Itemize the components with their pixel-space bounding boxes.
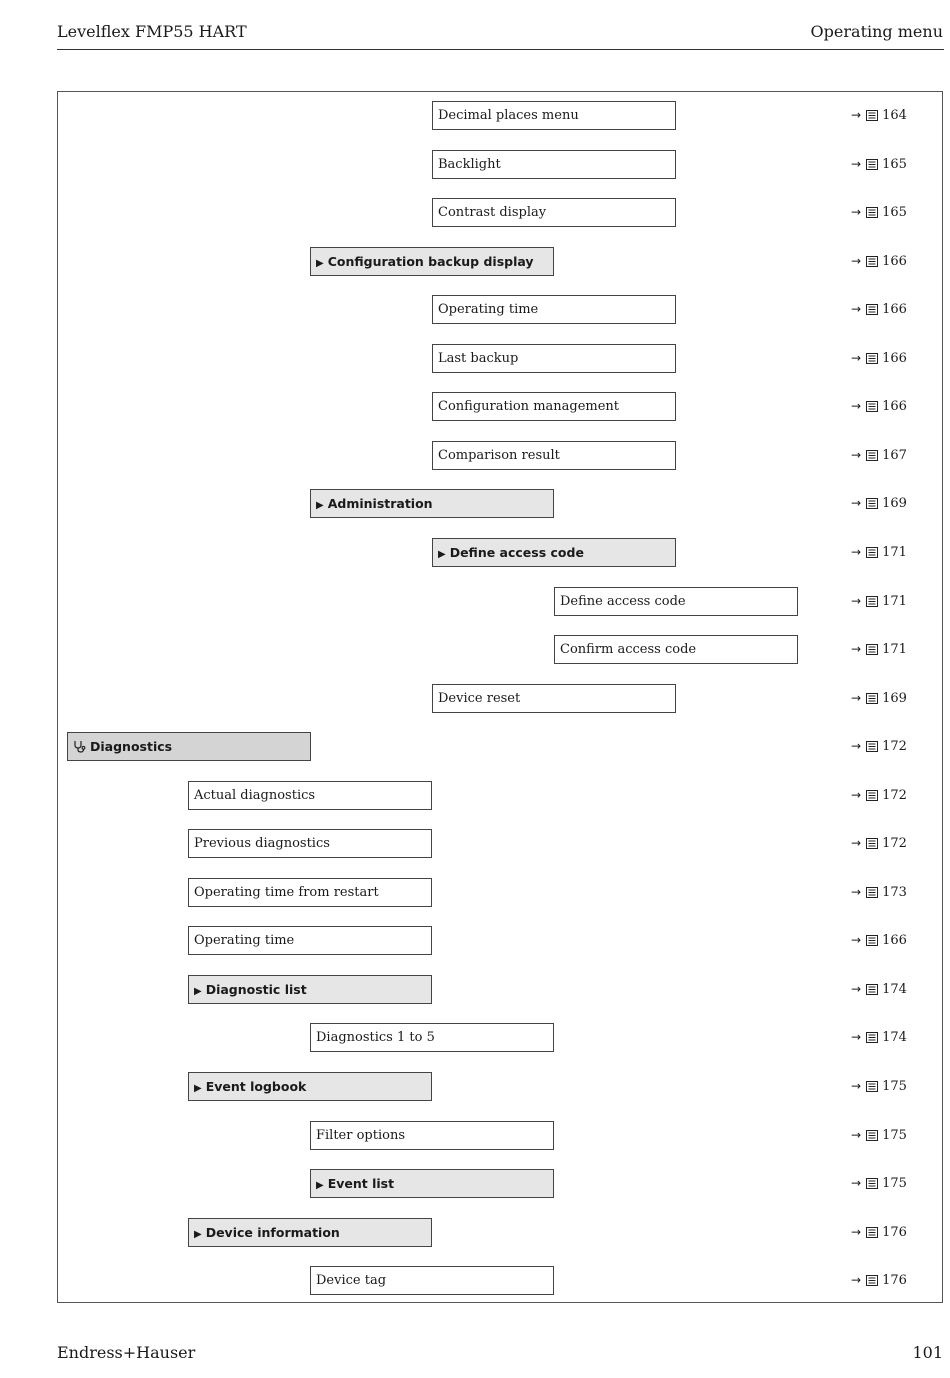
arrow-right-icon: → xyxy=(851,156,862,171)
page-ref-icon xyxy=(866,401,878,412)
menu-row xyxy=(0,198,950,227)
page-ref-number: 171 xyxy=(882,544,907,560)
menu-row xyxy=(0,732,950,761)
menu-row xyxy=(0,587,950,616)
submenu-triangle-icon: ▶ xyxy=(194,985,202,997)
section-title: Operating menu xyxy=(810,22,943,41)
arrow-right-icon: → xyxy=(851,1224,862,1239)
menu-row xyxy=(0,441,950,470)
arrow-right-icon: → xyxy=(851,1079,862,1093)
menu-row xyxy=(0,538,950,567)
page-ref-icon xyxy=(866,596,878,607)
page-ref-number: 166 xyxy=(882,350,907,366)
parameter-box xyxy=(188,926,432,955)
menu-label: Operating time xyxy=(438,302,539,318)
arrow-right-icon: → xyxy=(851,447,862,462)
page-ref-number: 164 xyxy=(882,108,907,123)
page-ref-icon xyxy=(866,984,878,995)
submenu-box xyxy=(310,1169,554,1198)
parameter-box xyxy=(432,392,676,421)
parameter-box xyxy=(310,1023,554,1052)
page-ref-icon xyxy=(866,159,878,170)
page-number: 101 xyxy=(912,1343,943,1362)
page-reference[interactable] xyxy=(851,781,907,810)
page-reference[interactable] xyxy=(851,489,907,518)
page-reference[interactable] xyxy=(851,392,907,421)
page-ref-number: 166 xyxy=(882,302,907,318)
page-ref-number: 176 xyxy=(882,1224,907,1240)
page-ref-icon xyxy=(866,547,878,558)
page-reference[interactable] xyxy=(851,150,907,179)
parameter-box xyxy=(554,635,798,664)
menu-row xyxy=(0,1169,950,1198)
page-ref-number: 165 xyxy=(882,156,907,172)
menu-label: Operating time from restart xyxy=(194,884,379,900)
page-ref-number: 174 xyxy=(882,981,907,997)
arrow-right-icon: → xyxy=(851,544,862,559)
page-ref-number: 174 xyxy=(882,1030,907,1046)
parameter-box xyxy=(432,101,676,130)
arrow-right-icon: → xyxy=(851,642,862,657)
menu-label: Backlight xyxy=(438,156,501,172)
page-reference[interactable] xyxy=(851,1266,907,1295)
submenu-box xyxy=(310,489,554,518)
arrow-right-icon: → xyxy=(851,933,862,948)
menu-label: Device tag xyxy=(316,1273,387,1289)
menu-label: Filter options xyxy=(316,1127,406,1143)
menu-label: Contrast display xyxy=(438,205,547,221)
parameter-box xyxy=(188,829,432,858)
page-ref-number: 175 xyxy=(882,1176,907,1192)
menu-row xyxy=(0,247,950,276)
parameter-box xyxy=(188,878,432,907)
page-ref-number: 166 xyxy=(882,253,907,269)
menu-label: Configuration management xyxy=(438,399,620,415)
page-reference[interactable] xyxy=(851,829,907,858)
page-ref-icon xyxy=(866,304,878,315)
page-reference[interactable] xyxy=(851,926,907,955)
page-ref-icon xyxy=(866,1130,878,1141)
page-ref-number: 166 xyxy=(882,933,907,949)
page-ref-icon xyxy=(866,256,878,267)
menu-label: Decimal places menu xyxy=(438,108,579,123)
arrow-right-icon: → xyxy=(851,981,862,996)
page-ref-number: 171 xyxy=(882,593,907,609)
page-reference[interactable] xyxy=(851,587,907,616)
page-ref-icon xyxy=(866,741,878,752)
page-ref-icon xyxy=(866,644,878,655)
menu-row xyxy=(0,1218,950,1247)
parameter-box xyxy=(432,295,676,324)
parameter-box xyxy=(432,684,676,713)
page-ref-number: 169 xyxy=(882,690,907,706)
parameter-box xyxy=(432,441,676,470)
menu-row xyxy=(0,781,950,810)
page-ref-number: 165 xyxy=(882,205,907,221)
menu-row xyxy=(0,392,950,421)
page-reference[interactable] xyxy=(851,295,907,324)
menu-row xyxy=(0,1121,950,1150)
page-ref-icon xyxy=(866,935,878,946)
menu-row xyxy=(0,878,950,907)
parameter-box xyxy=(432,150,676,179)
parameter-box xyxy=(310,1266,554,1295)
parameter-box xyxy=(188,781,432,810)
submenu-triangle-icon: ▶ xyxy=(316,1180,324,1192)
arrow-right-icon: → xyxy=(851,1030,862,1045)
submenu-triangle-icon: ▶ xyxy=(316,500,324,512)
page-ref-icon xyxy=(866,693,878,704)
page-ref-icon xyxy=(866,1178,878,1189)
page-ref-number: 166 xyxy=(882,399,907,415)
submenu-box xyxy=(310,247,554,276)
menu-row xyxy=(0,975,950,1004)
menu-label: Device reset xyxy=(438,690,521,706)
page-ref-icon xyxy=(866,1227,878,1238)
menu-row xyxy=(0,1023,950,1052)
menu-label: Diagnostic list xyxy=(205,981,307,997)
menu-row xyxy=(0,926,950,955)
page-ref-icon xyxy=(866,838,878,849)
page-reference[interactable] xyxy=(851,101,907,130)
page-reference[interactable] xyxy=(851,1169,907,1198)
submenu-triangle-icon: ▶ xyxy=(316,257,324,269)
page-reference[interactable] xyxy=(851,1072,907,1101)
parameter-box xyxy=(554,587,798,616)
page-ref-icon xyxy=(866,353,878,364)
menu-box xyxy=(67,732,311,761)
parameter-box xyxy=(432,344,676,373)
arrow-right-icon: → xyxy=(851,253,862,268)
parameter-box xyxy=(310,1121,554,1150)
page-reference[interactable] xyxy=(851,878,907,907)
page-reference[interactable] xyxy=(851,441,907,470)
page-reference[interactable] xyxy=(851,247,907,276)
menu-label: Define access code xyxy=(449,544,584,560)
menu-row xyxy=(0,344,950,373)
page-ref-icon xyxy=(866,450,878,461)
menu-row xyxy=(0,489,950,518)
stethoscope-icon xyxy=(73,740,86,753)
page-ref-number: 169 xyxy=(882,496,907,512)
arrow-right-icon: → xyxy=(851,399,862,414)
menu-label: Operating time xyxy=(194,933,295,949)
arrow-right-icon: → xyxy=(851,884,862,899)
page-ref-number: 167 xyxy=(882,447,907,463)
menu-label: Previous diagnostics xyxy=(194,836,330,852)
page-ref-number: 175 xyxy=(882,1079,907,1094)
menu-row xyxy=(0,150,950,179)
submenu-box xyxy=(188,1218,432,1247)
header-divider xyxy=(57,49,944,50)
menu-row xyxy=(0,295,950,324)
page-reference[interactable] xyxy=(851,635,907,664)
page-ref-icon xyxy=(866,110,878,121)
page-reference[interactable] xyxy=(851,198,907,227)
arrow-right-icon: → xyxy=(851,108,862,122)
page-reference[interactable] xyxy=(851,1023,907,1052)
submenu-box xyxy=(188,1072,432,1101)
page-reference[interactable] xyxy=(851,975,907,1004)
submenu-box xyxy=(188,975,432,1004)
menu-label: Configuration backup display xyxy=(327,253,534,269)
arrow-right-icon: → xyxy=(851,496,862,511)
menu-label: Administration xyxy=(327,496,433,512)
menu-row xyxy=(0,101,950,130)
page-reference[interactable] xyxy=(851,1218,907,1247)
menu-row xyxy=(0,1072,950,1101)
page-ref-icon xyxy=(866,498,878,509)
page-ref-icon xyxy=(866,1275,878,1286)
page-reference[interactable] xyxy=(851,344,907,373)
menu-label: Diagnostics xyxy=(90,739,173,755)
submenu-triangle-icon: ▶ xyxy=(194,1228,202,1240)
company-name: Endress+Hauser xyxy=(57,1343,196,1362)
submenu-box xyxy=(432,538,676,567)
page-reference[interactable] xyxy=(851,1121,907,1150)
arrow-right-icon: → xyxy=(851,205,862,220)
menu-label: Event logbook xyxy=(205,1079,307,1094)
arrow-right-icon: → xyxy=(851,739,862,754)
page-ref-number: 172 xyxy=(882,787,907,803)
arrow-right-icon: → xyxy=(851,690,862,705)
arrow-right-icon: → xyxy=(851,836,862,851)
submenu-triangle-icon: ▶ xyxy=(438,548,446,560)
document-title: Levelflex FMP55 HART xyxy=(57,22,247,41)
page-ref-icon xyxy=(866,887,878,898)
page-ref-number: 173 xyxy=(882,884,907,900)
arrow-right-icon: → xyxy=(851,350,862,365)
menu-row xyxy=(0,829,950,858)
menu-label: Event list xyxy=(327,1176,395,1192)
page-ref-number: 171 xyxy=(882,642,907,658)
page-ref-number: 172 xyxy=(882,739,907,755)
menu-label: Actual diagnostics xyxy=(194,787,316,803)
arrow-right-icon: → xyxy=(851,1127,862,1142)
arrow-right-icon: → xyxy=(851,787,862,802)
page-ref-icon xyxy=(866,1032,878,1043)
page-ref-icon xyxy=(866,790,878,801)
menu-row xyxy=(0,635,950,664)
menu-row xyxy=(0,1266,950,1295)
menu-label: Comparison result xyxy=(438,447,560,463)
arrow-right-icon: → xyxy=(851,302,862,317)
menu-label: Device information xyxy=(205,1224,340,1240)
parameter-box xyxy=(432,198,676,227)
page-ref-number: 172 xyxy=(882,836,907,852)
menu-label: Diagnostics 1 to 5 xyxy=(316,1030,435,1046)
menu-label: Confirm access code xyxy=(560,642,697,658)
arrow-right-icon: → xyxy=(851,1176,862,1191)
page-reference[interactable] xyxy=(851,732,907,761)
arrow-right-icon: → xyxy=(851,593,862,608)
page-ref-icon xyxy=(866,1081,878,1092)
menu-label: Define access code xyxy=(560,593,686,609)
page-ref-number: 175 xyxy=(882,1127,907,1143)
menu-row xyxy=(0,684,950,713)
page-reference[interactable] xyxy=(851,538,907,567)
page-ref-number: 176 xyxy=(882,1273,907,1289)
page-ref-icon xyxy=(866,207,878,218)
page-reference[interactable] xyxy=(851,684,907,713)
menu-label: Last backup xyxy=(438,350,519,366)
arrow-right-icon: → xyxy=(851,1273,862,1288)
submenu-triangle-icon: ▶ xyxy=(194,1083,202,1094)
